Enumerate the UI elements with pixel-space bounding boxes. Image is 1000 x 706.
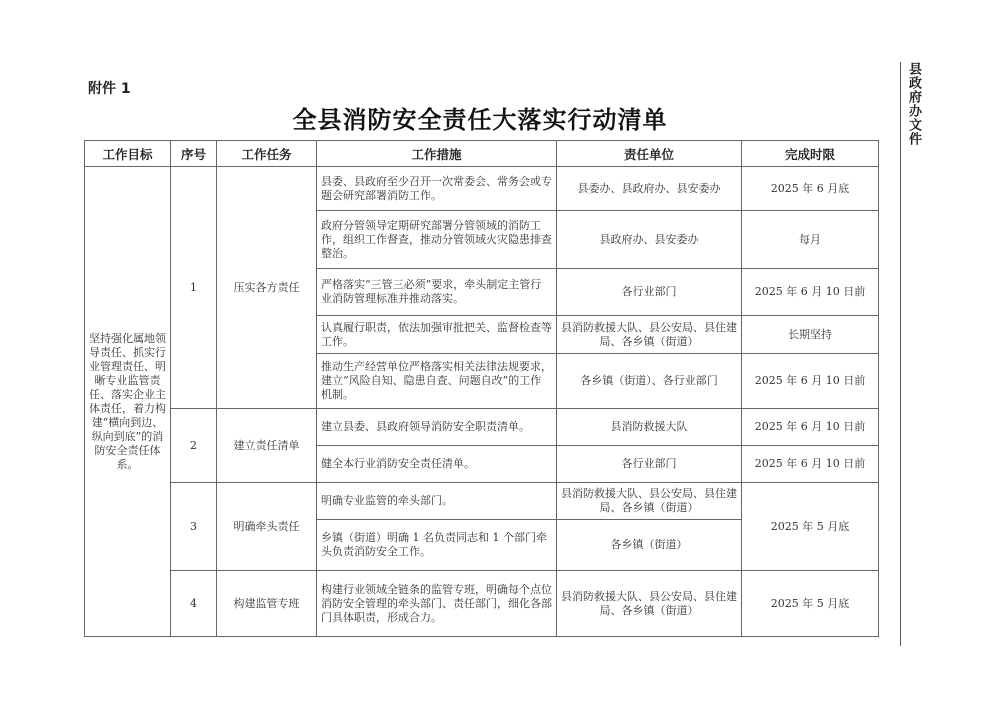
unit-cell: 各行业部门 (557, 269, 742, 316)
task-cell: 压实各方责任 (217, 167, 317, 409)
deadline-cell: 2025 年 6 月 10 日前 (742, 446, 879, 483)
deadline-cell: 2025 年 5 月底 (742, 483, 879, 571)
seq-cell: 2 (171, 409, 217, 483)
deadline-cell: 2025 年 6 月 10 日前 (742, 409, 879, 446)
measure-cell: 认真履行职责，依法加强审批把关、监督检查等工作。 (317, 316, 557, 354)
unit-cell: 县消防救援大队 (557, 409, 742, 446)
deadline-cell: 2025 年 5 月底 (742, 571, 879, 637)
task-cell: 明确牵头责任 (217, 483, 317, 571)
table-row (85, 571, 879, 637)
work-goal-cell: 坚持强化属地领导责任、抓实行业管理责任、明晰专业监管责任、落实企业主体责任，着力构建“横向到边、纵向到底”的消防安全责任体系。 (85, 167, 171, 637)
seq-cell: 1 (171, 167, 217, 409)
column-header-measure: 工作措施 (317, 141, 557, 167)
column-header-unit: 责任单位 (557, 141, 742, 167)
table-header-row (85, 141, 879, 167)
column-header-task: 工作任务 (217, 141, 317, 167)
unit-cell: 县政府办、县安委办 (557, 211, 742, 269)
measure-cell: 县委、县政府至少召开一次常委会、常务会或专题会研究部署消防工作。 (317, 167, 557, 211)
measure-cell: 推动生产经营单位严格落实相关法律法规要求，建立“风险自知、隐患自查、问题自改”的工作机制。 (317, 354, 557, 409)
measure-cell: 明确专业监管的牵头部门。 (317, 483, 557, 520)
deadline-cell: 长期坚持 (742, 316, 879, 354)
document-title: 全县消防安全责任大落实行动清单 (292, 105, 668, 134)
unit-cell: 县委办、县政府办、县安委办 (557, 167, 742, 211)
measure-cell: 政府分管领导定期研究部署分管领域的消防工作，组织工作督查，推动分管领域火灾隐患排查整治。 (317, 211, 557, 269)
measure-cell: 构建行业领域全链条的监管专班，明确每个点位消防安全管理的牵头部门、责任部门，细化各部门具体职责，形成合力。 (317, 571, 557, 637)
measure-cell: 严格落实“三管三必须”要求，牵头制定主管行业消防管理标准并推动落实。 (317, 269, 557, 316)
side-label: 县政府办文件 (906, 62, 921, 146)
unit-cell: 县消防救援大队、县公安局、县住建局、各乡镇（街道） (557, 571, 742, 637)
deadline-cell: 2025 年 6 月 10 日前 (742, 354, 879, 409)
attachment-label: 附件 1 (88, 81, 131, 97)
column-header-deadline: 完成时限 (742, 141, 879, 167)
measure-cell: 建立县委、县政府领导消防安全职责清单。 (317, 409, 557, 446)
unit-cell: 县消防救援大队、县公安局、县住建局、各乡镇（街道） (557, 316, 742, 354)
unit-cell: 县消防救援大队、县公安局、县住建局、各乡镇（街道） (557, 483, 742, 520)
table-row (85, 409, 879, 446)
unit-cell: 各行业部门 (557, 446, 742, 483)
unit-cell: 各乡镇（街道）、各行业部门 (557, 354, 742, 409)
seq-cell: 4 (171, 571, 217, 637)
unit-cell: 各乡镇（街道） (557, 520, 742, 571)
deadline-cell: 每月 (742, 211, 879, 269)
table-row (85, 483, 879, 520)
table-row (85, 167, 879, 211)
task-cell: 建立责任清单 (217, 409, 317, 483)
seq-cell: 3 (171, 483, 217, 571)
side-divider (900, 62, 901, 646)
deadline-cell: 2025 年 6 月底 (742, 167, 879, 211)
measure-cell: 健全本行业消防安全责任清单。 (317, 446, 557, 483)
measure-cell: 乡镇（街道）明确 1 名负责同志和 1 个部门牵头负责消防安全工作。 (317, 520, 557, 571)
deadline-cell: 2025 年 6 月 10 日前 (742, 269, 879, 316)
action-list-table (84, 140, 879, 637)
column-header-goal: 工作目标 (85, 141, 171, 167)
task-cell: 构建监管专班 (217, 571, 317, 637)
column-header-seq: 序号 (171, 141, 217, 167)
